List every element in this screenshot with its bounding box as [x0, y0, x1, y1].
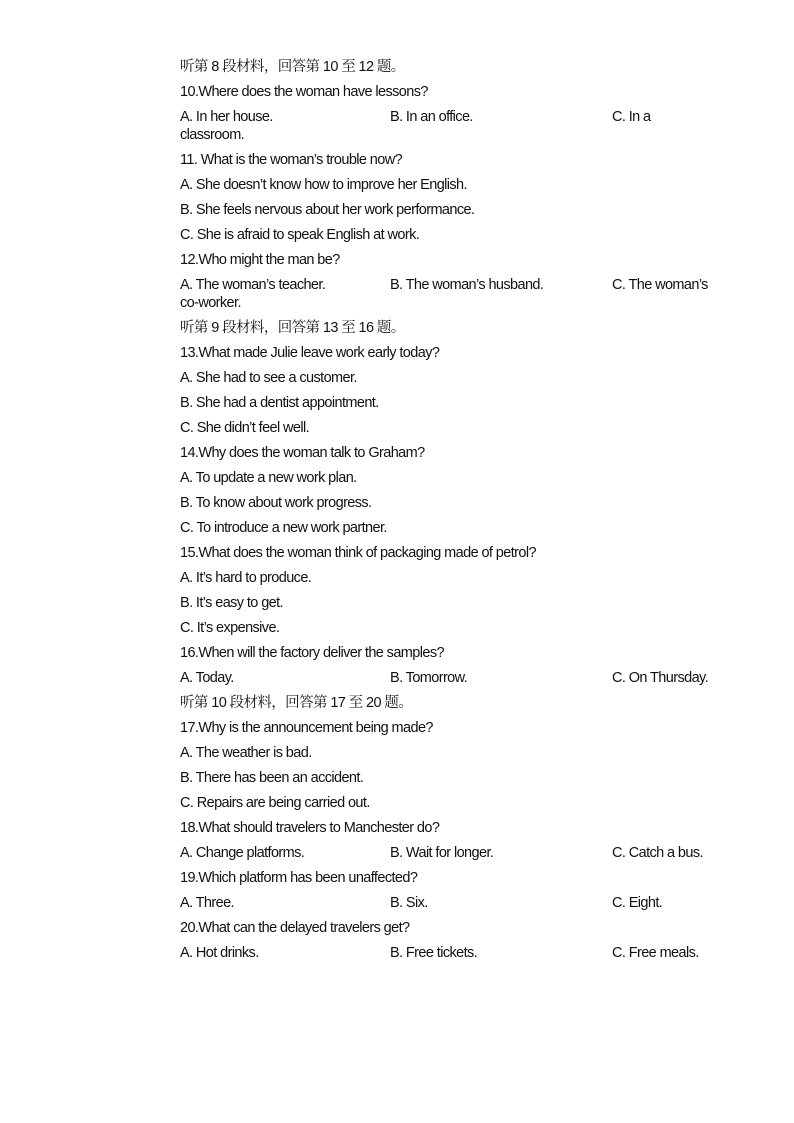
section-header: 听第 8 段材料，回答第 10 至 12 题。 — [180, 59, 405, 75]
question-18: 18.What should travelers to Manchester do? — [180, 820, 440, 836]
option-b: B. Free tickets. — [390, 945, 478, 961]
question-20: 20.What can the delayed travelers get? — [180, 920, 410, 936]
option-a: A. The weather is bad. — [180, 745, 312, 761]
option-c: C. The woman’s — [612, 277, 708, 293]
option-a: A. Hot drinks. — [180, 945, 259, 961]
listening-questions — [180, 58, 740, 969]
question-19: 19.Which platform has been unaffected? — [180, 870, 418, 886]
question-10: 10.Where does the woman have lessons? — [180, 84, 428, 100]
option-b: B. Six. — [390, 895, 428, 911]
option-b: B. There has been an accident. — [180, 770, 364, 786]
option-c: C. It’s expensive. — [180, 620, 280, 636]
options-row — [180, 669, 740, 687]
question-14: 14.Why does the woman talk to Graham? — [180, 445, 425, 461]
option-c: C. She is afraid to speak English at work. — [180, 227, 420, 243]
option-b: B. To know about work progress. — [180, 495, 372, 511]
option-b: B. In an office. — [390, 109, 473, 125]
option-c: C. Eight. — [612, 895, 663, 911]
option-a: A. The woman’s teacher. — [180, 277, 326, 293]
question-13: 13.What made Julie leave work early today? — [180, 345, 440, 361]
question-15: 15.What does the woman think of packaging made of petrol? — [180, 545, 536, 561]
question-17: 17.Why is the announcement being made? — [180, 720, 433, 736]
options-row — [180, 276, 740, 294]
options-row — [180, 944, 740, 962]
option-b: B. Tomorrow. — [390, 670, 468, 686]
section-header: 听第 9 段材料，回答第 13 至 16 题。 — [180, 320, 405, 336]
option-a: A. Today. — [180, 670, 234, 686]
question-12: 12.Who might the man be? — [180, 252, 340, 268]
option-a: A. Change platforms. — [180, 845, 305, 861]
section-header: 听第 10 段材料，回答第 17 至 20 题。 — [180, 695, 413, 711]
option-b: B. She had a dentist appointment. — [180, 395, 379, 411]
option-a: A. It’s hard to produce. — [180, 570, 312, 586]
option-c: C. To introduce a new work partner. — [180, 520, 387, 536]
option-a: A. To update a new work plan. — [180, 470, 357, 486]
question-16: 16.When will the factory deliver the samples? — [180, 645, 444, 661]
option-c-continued: co-worker. — [180, 295, 241, 311]
option-a: A. She had to see a customer. — [180, 370, 357, 386]
question-11: 11. What is the woman’s trouble now? — [180, 152, 403, 168]
options-row — [180, 844, 740, 862]
options-row — [180, 894, 740, 912]
options-row — [180, 108, 740, 126]
option-b: B. It’s easy to get. — [180, 595, 283, 611]
option-b: B. She feels nervous about her work performance. — [180, 202, 475, 218]
option-a: A. In her house. — [180, 109, 273, 125]
option-c: C. On Thursday. — [612, 670, 709, 686]
option-b: B. The woman’s husband. — [390, 277, 544, 293]
option-c-continued: classroom. — [180, 127, 245, 143]
option-c: C. She didn’t feel well. — [180, 420, 310, 436]
option-c: C. Catch a bus. — [612, 845, 703, 861]
option-c: C. In a — [612, 109, 651, 125]
option-c: C. Free meals. — [612, 945, 699, 961]
option-a: A. She doesn’t know how to improve her English. — [180, 177, 467, 193]
option-c: C. Repairs are being carried out. — [180, 795, 370, 811]
option-a: A. Three. — [180, 895, 234, 911]
option-b: B. Wait for longer. — [390, 845, 494, 861]
